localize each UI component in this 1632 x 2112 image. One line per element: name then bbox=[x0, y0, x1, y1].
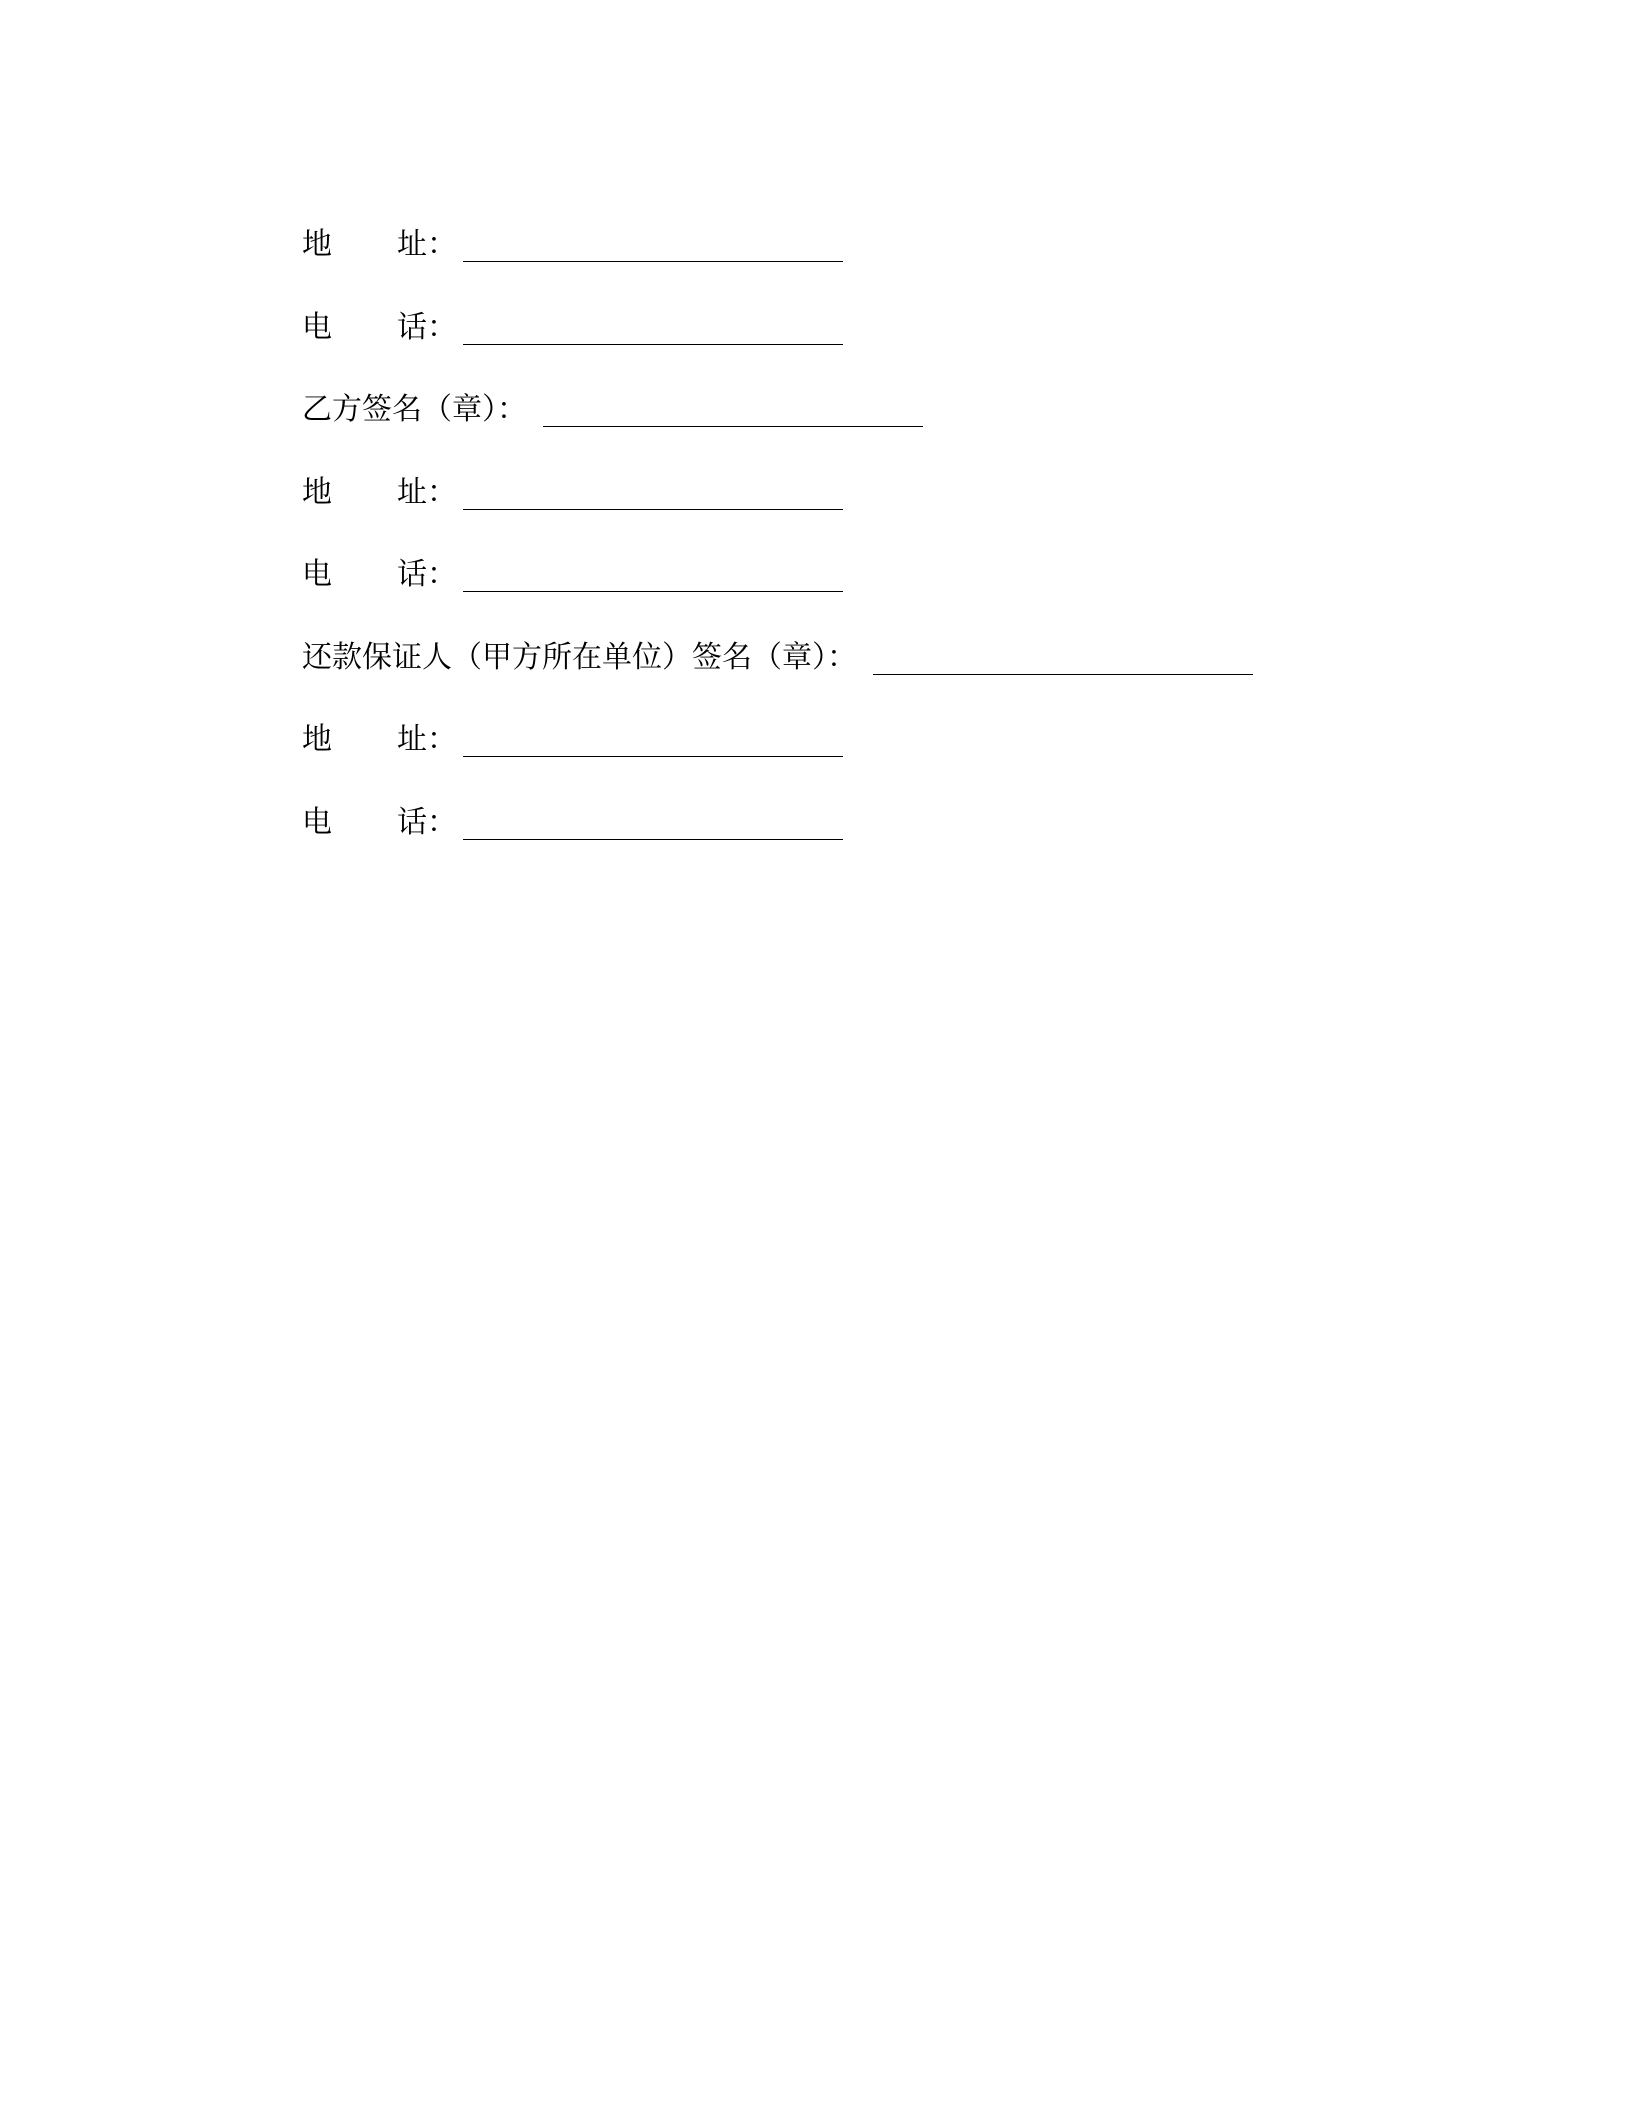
phone-blank-line[interactable] bbox=[463, 839, 843, 840]
address-label-char-2: 址： bbox=[397, 722, 457, 757]
address-blank-line[interactable] bbox=[463, 261, 843, 262]
address-label-char-1: 地 bbox=[302, 227, 332, 262]
address-blank-line[interactable] bbox=[463, 509, 843, 510]
phone-label-char-2: 话： bbox=[397, 309, 457, 345]
address-row-2 bbox=[302, 472, 1402, 514]
phone-label-char-2: 话： bbox=[397, 804, 457, 840]
phone-label-char-1: 电 bbox=[302, 309, 332, 345]
address-label-char-1: 地 bbox=[302, 722, 332, 757]
party-b-signature-blank-line[interactable] bbox=[543, 426, 923, 427]
phone-label-char-1: 电 bbox=[302, 557, 332, 592]
party-b-signature-row bbox=[302, 389, 1402, 431]
guarantor-signature-blank-line[interactable] bbox=[873, 674, 1253, 675]
address-label-char-2: 址： bbox=[397, 227, 457, 262]
address-blank-line[interactable] bbox=[463, 756, 843, 757]
address-label-char-1: 地 bbox=[302, 474, 332, 510]
phone-blank-line[interactable] bbox=[463, 591, 843, 592]
address-label-char-2: 址： bbox=[397, 474, 457, 510]
guarantor-signature-label: 还款保证人（甲方所在单位）签名（章）： bbox=[302, 639, 857, 675]
phone-blank-line[interactable] bbox=[463, 344, 843, 345]
phone-row-1 bbox=[302, 307, 1402, 349]
phone-row-2 bbox=[302, 554, 1402, 596]
address-row-1 bbox=[302, 224, 1402, 266]
phone-row-3 bbox=[302, 802, 1402, 844]
signature-section bbox=[302, 224, 1402, 884]
address-row-3 bbox=[302, 719, 1402, 761]
phone-label-char-1: 电 bbox=[302, 804, 332, 840]
party-b-signature-label: 乙方签名（章）： bbox=[302, 392, 527, 427]
phone-label-char-2: 话： bbox=[397, 557, 457, 592]
guarantor-signature-row bbox=[302, 637, 1402, 679]
